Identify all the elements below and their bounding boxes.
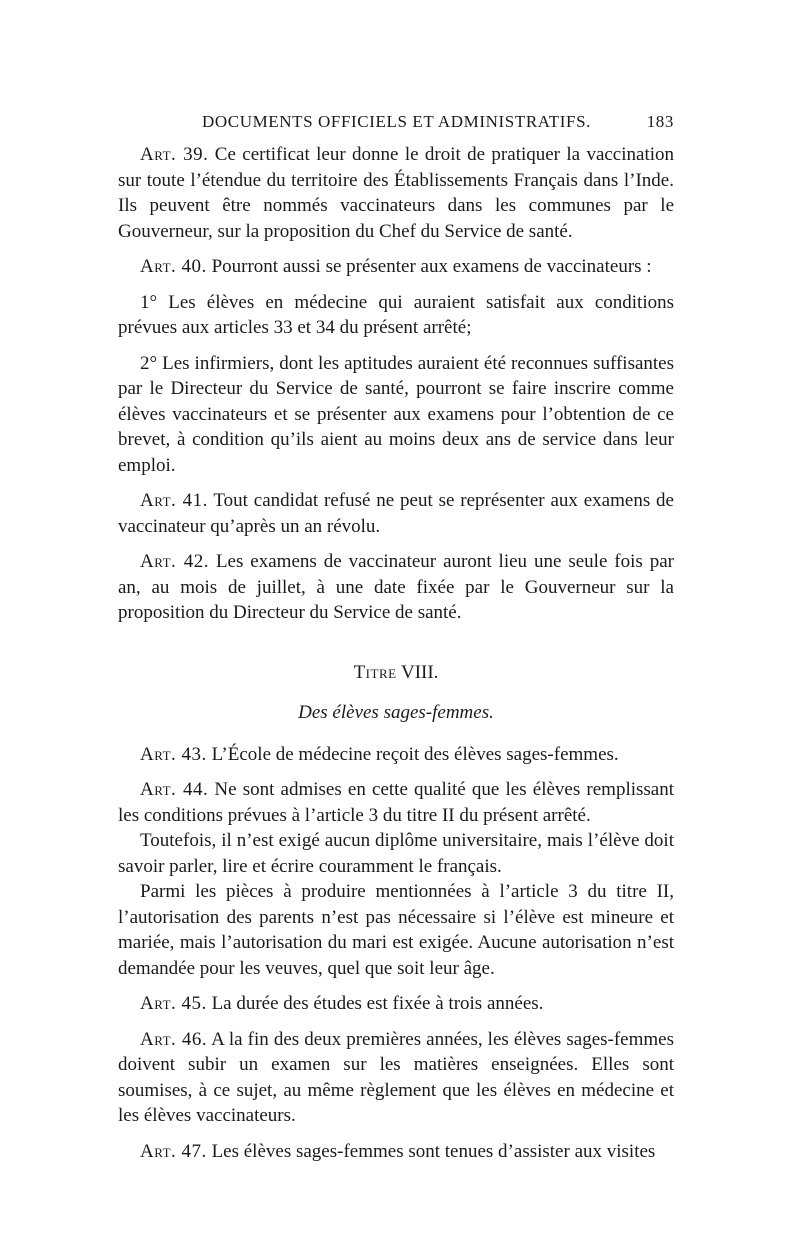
page-header bbox=[118, 112, 674, 132]
section-title bbox=[118, 662, 674, 684]
article-40 bbox=[118, 254, 674, 280]
article-text: Ne sont admises en cette qualité que les élèves remplissant les conditions prévues à l’article 3 du titre II du présent arrêté. bbox=[118, 779, 675, 826]
article-42 bbox=[118, 549, 674, 626]
article-41 bbox=[118, 488, 674, 539]
article-44-paragraph-3: Parmi les pièces à produire mentionnées à l’article 3 du titre II, l’autorisation des parents n’est pas nécessaire si l’élève est mineure et mariée, mais l’autorisation du mari est exigée. Aucune autorisation n’est demandée pour les veuves, quel que soit leur âge. bbox=[118, 881, 674, 979]
article-text: Pourront aussi se présenter aux examens de vaccinateurs : bbox=[211, 256, 652, 277]
article-text: Les examens de vaccinateur auront lieu une seule fois par an, au mois de juillet, à une date fixée par le Gouverneur sur la proposition du Directeur du Service de santé. bbox=[118, 551, 675, 623]
article-39 bbox=[118, 142, 674, 244]
title-number: VIII. bbox=[400, 661, 439, 683]
article-text: Les élèves sages-femmes sont tenues d’assister aux visites bbox=[211, 1140, 656, 1162]
article-40-item-1: 1° Les élèves en médecine qui auraient satisfait aux conditions prévues aux articles 33 et 34 du présent arrêté; bbox=[118, 291, 674, 338]
article-label: Art. 42. bbox=[140, 551, 209, 572]
title-label: Titre bbox=[353, 661, 397, 683]
article-text: L’École de médecine reçoit des élèves sages-femmes. bbox=[211, 743, 619, 765]
page-number: 183 bbox=[646, 112, 674, 131]
page bbox=[118, 112, 674, 1164]
article-text: La durée des études est fixée à trois années. bbox=[211, 993, 544, 1014]
article-40-item-2: 2° Les infirmiers, dont les aptitudes auraient été reconnues suffisantes par le Directeur du Service de santé, pourront se faire inscrire comme élèves vaccinateurs et se présenter aux examens pour l’obtention de ce brevet, à condition qu’ils aient au moins deux ans de service dans leur emploi. bbox=[118, 352, 674, 476]
article-46 bbox=[118, 1027, 674, 1129]
article-label: Art. 47. bbox=[140, 1140, 207, 1162]
article-45 bbox=[118, 991, 674, 1017]
article-44-paragraph-2: Toutefois, il n’est exigé aucun diplôme universitaire, mais l’élève doit savoir parler, lire et écrire couramment le français. bbox=[118, 830, 674, 877]
article-label: Art. 45. bbox=[140, 993, 207, 1014]
article-text: Tout candidat refusé ne peut se représenter aux examens de vaccinateur qu’après un an révolu. bbox=[118, 490, 674, 537]
section-subtitle: Des élèves sages-femmes. bbox=[298, 701, 494, 723]
article-44 bbox=[118, 777, 674, 828]
article-label: Art. 39. bbox=[140, 144, 209, 165]
running-title: DOCUMENTS OFFICIELS ET ADMINISTRATIFS. bbox=[202, 112, 591, 131]
article-label: Art. 46. bbox=[140, 1028, 208, 1050]
article-text: A la fin des deux premières années, les élèves sages-femmes doivent subir un examen sur les matières enseignées. Elles sont soumises, à ce sujet, au même règlement que les élèves en médecine et les élèves vaccinateurs. bbox=[118, 1028, 674, 1126]
article-label: Art. 41. bbox=[140, 490, 208, 511]
article-label: Art. 43. bbox=[140, 743, 207, 765]
article-47 bbox=[118, 1139, 674, 1165]
article-label: Art. 40. bbox=[140, 256, 207, 277]
article-43 bbox=[118, 742, 674, 768]
article-text: Ce certificat leur donne le droit de pratiquer la vaccination sur toute l’étendue du territoire des Établissements Français dans l’Inde. Ils peuvent être nommés vaccinateurs dans les communes par le Gouverneur, sur la proposition du Chef du Service de santé. bbox=[118, 144, 675, 242]
article-label: Art. 44. bbox=[140, 779, 209, 800]
